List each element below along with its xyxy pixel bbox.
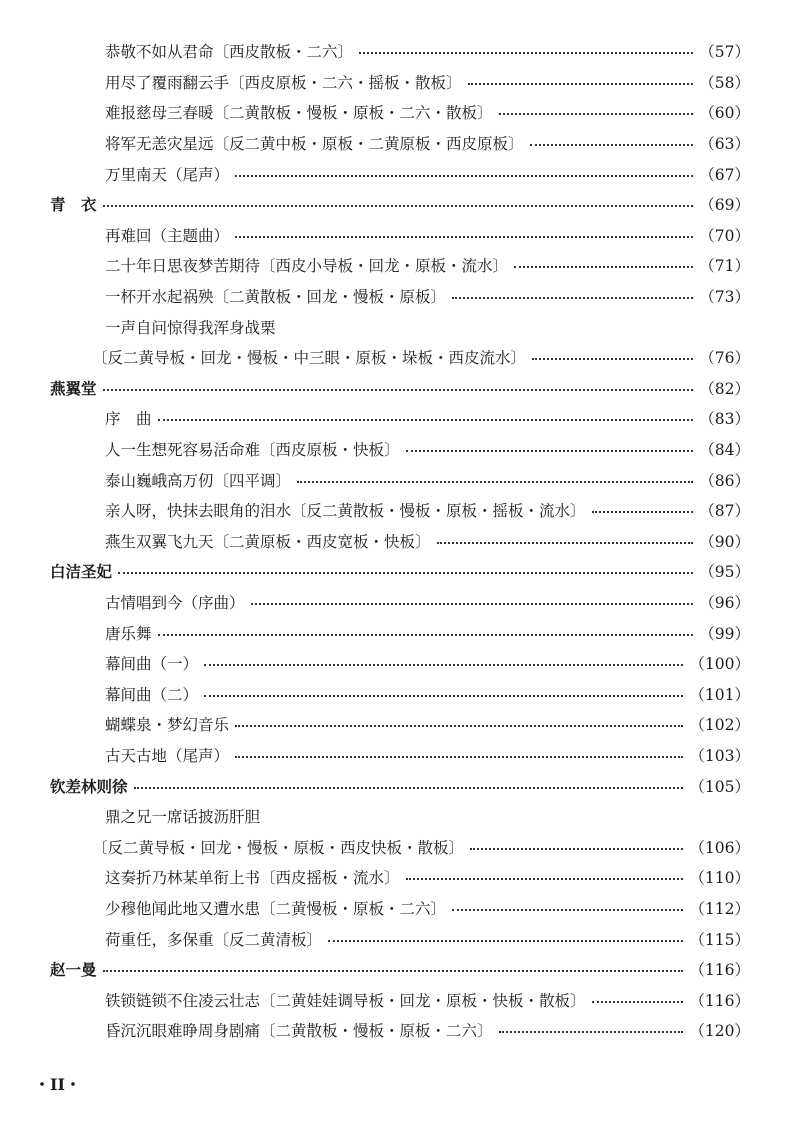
dot-leader <box>204 664 683 666</box>
toc-entry-row <box>50 342 750 373</box>
toc-page-number: （70） <box>699 226 750 245</box>
toc-entry-row <box>50 617 750 648</box>
dot-leader <box>470 848 683 850</box>
toc-page-number: （99） <box>699 624 750 643</box>
toc-entry-row <box>50 587 750 618</box>
toc-page-number: （87） <box>699 502 750 521</box>
dot-leader <box>592 511 694 513</box>
toc-page-number: （101） <box>689 685 750 704</box>
toc-title: 白洁圣妃 <box>50 563 113 582</box>
toc-title: 古情唱到今（序曲） <box>105 593 245 612</box>
toc-page-number: （84） <box>699 441 750 460</box>
toc-section-row <box>50 954 750 985</box>
dot-leader <box>406 450 694 452</box>
toc-page-number: （76） <box>699 349 750 368</box>
toc-entry-row <box>50 709 750 740</box>
dot-leader <box>235 236 693 238</box>
toc-title: 人一生想死容易活命难〔西皮原板・快板〕 <box>105 441 400 460</box>
dot-leader <box>204 695 683 697</box>
toc-page-number: （115） <box>689 930 750 949</box>
toc-title: 难报慈母三春暖〔二黄散板・慢板・原板・二六・散板〕 <box>105 104 493 123</box>
toc-entry-row <box>50 984 750 1015</box>
toc-page-number: （57） <box>699 43 750 62</box>
toc-title: 泰山巍峨高万仞〔四平调〕 <box>105 471 292 490</box>
dot-leader <box>437 542 694 544</box>
dot-leader <box>452 297 693 299</box>
dot-leader <box>134 787 684 789</box>
toc-section-row <box>50 189 750 220</box>
dot-leader <box>530 144 694 146</box>
toc-title: 再难回（主题曲） <box>105 226 230 245</box>
toc-title: 〔反二黄导板・回龙・慢板・原板・西皮快板・散板〕 <box>92 838 465 857</box>
dot-leader <box>452 909 683 911</box>
toc-entry-row <box>50 128 750 159</box>
toc-page-number: （105） <box>689 777 750 796</box>
toc-page-number: （90） <box>699 532 750 551</box>
toc-entry-row <box>50 36 750 67</box>
toc-title: 昏沉沉眼难睁周身剧痛〔二黄散板・慢板・原板・二六〕 <box>105 1022 493 1041</box>
toc-title: 赵一曼 <box>50 961 97 980</box>
toc-page-number: （116） <box>689 961 750 980</box>
toc-title: 荷重任，多保重〔反二黄清板〕 <box>105 930 323 949</box>
toc-title: 恭敬不如从君命〔西皮散板・二六〕 <box>105 43 354 62</box>
toc-page-number: （82） <box>699 379 750 398</box>
toc-title: 唐乐舞 <box>105 624 152 643</box>
toc-entry-row <box>50 434 750 465</box>
toc-entry-row <box>50 158 750 189</box>
toc-entry-row <box>50 220 750 251</box>
toc-entry-row <box>50 678 750 709</box>
toc-page-number: （69） <box>699 196 750 215</box>
toc-entry-row <box>50 862 750 893</box>
dot-leader <box>359 52 693 54</box>
toc-page-number: （116） <box>689 991 750 1010</box>
toc-page-number: （73） <box>699 288 750 307</box>
toc-entry-row <box>50 1015 750 1046</box>
toc-entry-row <box>50 801 750 832</box>
toc-title: 青 衣 <box>50 196 97 215</box>
toc-entry-row <box>50 250 750 281</box>
toc-entry-row <box>50 97 750 128</box>
toc-page-number: （112） <box>689 899 750 918</box>
toc-title: 一声自问惊得我浑身战栗 <box>105 318 276 337</box>
toc-entry-row <box>50 281 750 312</box>
toc-entry-row <box>50 464 750 495</box>
toc-title: 一杯开水起祸殃〔二黄散板・回龙・慢板・原板〕 <box>105 288 447 307</box>
toc-page-number: （60） <box>699 104 750 123</box>
toc-entry-row <box>50 923 750 954</box>
toc-entry-row <box>50 526 750 557</box>
dot-leader <box>499 113 694 115</box>
dot-leader <box>235 756 683 758</box>
toc-title: 鼎之兄一席话披沥肝胆 <box>105 808 261 827</box>
dot-leader <box>158 419 694 421</box>
toc-title: 用尽了覆雨翻云手〔西皮原板・二六・摇板・散板〕 <box>105 73 462 92</box>
toc-title: 万里南天（尾声） <box>105 165 230 184</box>
toc-page-number: （63） <box>699 135 750 154</box>
toc-title: 钦差林则徐 <box>50 777 128 796</box>
toc-page-number: （106） <box>689 838 750 857</box>
toc-entry-row <box>50 831 750 862</box>
toc-title: 燕生双翼飞九天〔二黄原板・西皮宽板・快板〕 <box>105 532 431 551</box>
dot-leader <box>235 175 693 177</box>
table-of-contents <box>50 36 750 1046</box>
toc-page-number: （103） <box>689 746 750 765</box>
toc-title: 二十年日思夜梦苦期待〔西皮小导板・回龙・原板・流水〕 <box>105 257 509 276</box>
toc-title: 〔反二黄导板・回龙・慢板・中三眼・原板・垛板・西皮流水〕 <box>92 349 527 368</box>
dot-leader <box>251 603 694 605</box>
toc-entry-row <box>50 311 750 342</box>
toc-entry-row <box>50 893 750 924</box>
toc-entry-row <box>50 403 750 434</box>
toc-title: 燕翼堂 <box>50 379 97 398</box>
dot-leader <box>103 205 694 207</box>
toc-title: 幕间曲（二） <box>105 685 199 704</box>
toc-section-row <box>50 373 750 404</box>
toc-page-number: （100） <box>689 655 750 674</box>
toc-page-number: （120） <box>689 1022 750 1041</box>
toc-title: 这奏折乃林某单衔上书〔西皮摇板・流水〕 <box>105 869 400 888</box>
toc-page-number: （67） <box>699 165 750 184</box>
dot-leader <box>235 725 683 727</box>
dot-leader <box>103 970 684 972</box>
toc-title: 序 曲 <box>105 410 152 429</box>
toc-page-number: （96） <box>699 593 750 612</box>
dot-leader <box>468 83 694 85</box>
toc-title: 蝴蝶泉・梦幻音乐 <box>105 716 230 735</box>
toc-section-row <box>50 556 750 587</box>
toc-entry-row <box>50 648 750 679</box>
toc-title: 铁锁链锁不住凌云壮志〔二黄娃娃调导板・回龙・原板・快板・散板〕 <box>105 991 586 1010</box>
toc-entry-row <box>50 740 750 771</box>
dot-leader <box>592 1001 684 1003</box>
toc-title: 古天古地（尾声） <box>105 746 230 765</box>
toc-page-number: （95） <box>699 563 750 582</box>
toc-title: 少穆他闻此地又遭水患〔二黄慢板・原板・二六〕 <box>105 899 447 918</box>
toc-title: 亲人呀，快抹去眼角的泪水〔反二黄散板・慢板・原板・摇板・流水〕 <box>105 502 586 521</box>
toc-title: 将军无恙灾星远〔反二黄中板・原板・二黄原板・西皮原板〕 <box>105 135 524 154</box>
page-number-footer: ・II・ <box>34 1075 81 1094</box>
toc-entry-row <box>50 495 750 526</box>
dot-leader <box>103 389 694 391</box>
dot-leader <box>514 266 693 268</box>
dot-leader <box>532 358 693 360</box>
dot-leader <box>406 878 684 880</box>
dot-leader <box>158 634 694 636</box>
toc-entry-row <box>50 67 750 98</box>
dot-leader <box>297 481 693 483</box>
toc-title: 幕间曲（一） <box>105 655 199 674</box>
toc-page-number: （71） <box>699 257 750 276</box>
toc-page-number: （102） <box>689 716 750 735</box>
toc-page-number: （110） <box>689 869 750 888</box>
dot-leader <box>328 940 683 942</box>
toc-page-number: （58） <box>699 73 750 92</box>
dot-leader <box>499 1031 684 1033</box>
toc-page-number: （83） <box>699 410 750 429</box>
dot-leader <box>118 572 693 574</box>
toc-page-number: （86） <box>699 471 750 490</box>
toc-section-row <box>50 770 750 801</box>
